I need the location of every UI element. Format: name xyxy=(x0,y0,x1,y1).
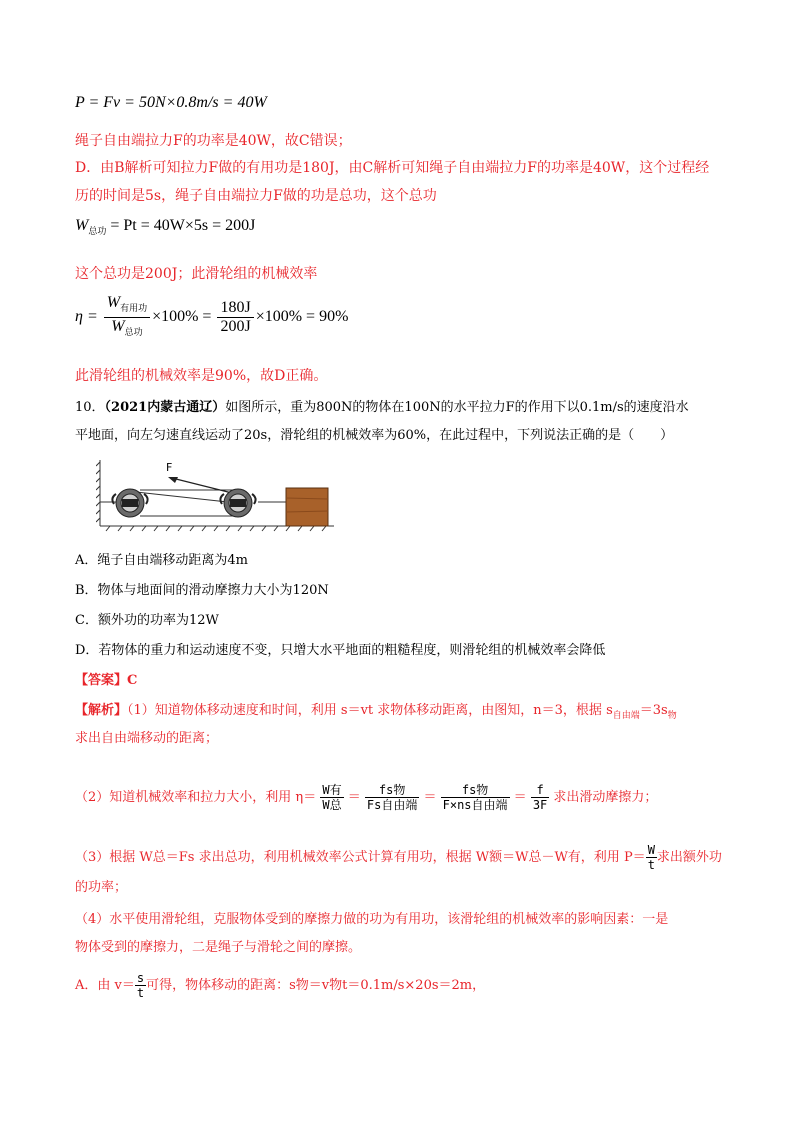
fraction-f-3f: $\frac{f}{3F}$ xyxy=(532,783,548,812)
option-a: A．绳子自由端移动距离为4m xyxy=(75,553,248,568)
fraction-w-t: $\frac{W}{t}$ xyxy=(647,843,655,872)
analysis-2: （2）知道机械效率和拉力大小，利用 η＝ $\frac{\text{W有}}{\text{W总}}$ ＝ $\frac{\text{fs物}}{\text{Fs自由端}}$ ＝ $\frac{\text{fs物}}{\text{F×ns自由端}}$ ＝ $\frac{f}{3F}$ 求出滑动摩擦力； xyxy=(75,783,658,812)
total-work-equation: $W_{总功} = Pt = 40W\times 5s = 200J$ xyxy=(75,217,256,236)
analysis-3-line2: 的功率； xyxy=(75,880,128,895)
efficiency-fraction-2: $\frac{180J}{200J}$ xyxy=(217,299,253,336)
fraction-fns-ratio: $\frac{\text{fs物}}{\text{F×ns自由端}}$ xyxy=(442,783,508,812)
wooden-block xyxy=(286,488,328,526)
analysis-4-line2: 物体受到的摩擦力，二是绳子与滑轮之间的摩擦。 xyxy=(75,940,362,955)
fraction-s-t: $\frac{s}{t}$ xyxy=(136,971,145,1000)
question-10-line1: 10．（2021内蒙古通辽）如图所示，重为800N的物体在100N的水平拉力F的作用下以0.1m/s的速度沿水 xyxy=(75,400,689,415)
question-10-line2: 平地面，向左匀速直线运动了20s，滑轮组的机械效率为60%，在此过程中，下列说法正确的是（ ） xyxy=(75,428,674,443)
option-b: B．物体与地面间的滑动摩擦力大小为120N xyxy=(75,583,329,598)
d-analysis-line2: 历的时间是5s，绳子自由端拉力F做的功是总功，这个总功 xyxy=(75,188,437,204)
right-pulley xyxy=(220,489,255,517)
d-analysis-line1: D．由B解析可知拉力F做的有用功是180J，由C解析可知绳子自由端拉力F的功率是40W，这个过程经 xyxy=(75,160,710,176)
efficiency-equation: η = $\frac{W_{有用功}}{W_{总功}}$ ×100% = $\frac{180J}{200J}$ ×100% = 90% xyxy=(75,294,348,341)
analysis-1-line2: 求出自由端移动的距离； xyxy=(75,731,219,746)
analysis-3-line1: （3）根据 W总＝Fs 求出总功，利用机械效率公式计算有用功，根据 W额＝W总－W有，利用 P＝ $\frac{W}{t}$ 求出额外功 xyxy=(75,843,722,872)
analysis-1-line1: 【解析】（1）知道物体移动速度和时间，利用 s＝vt 求物体移动距离，由图知，n＝3，根据 $s_{自由端}=3s_物$ xyxy=(75,703,677,721)
c-conclusion: 绳子自由端拉力F的功率是40W，故C错误； xyxy=(75,133,352,149)
option-c: C．额外功的功率为12W xyxy=(75,613,219,628)
wall xyxy=(96,460,100,526)
fraction-fs-ratio: $\frac{\text{fs物}}{\text{Fs自由端}}$ xyxy=(366,783,418,812)
ground xyxy=(100,526,334,531)
force-arrowhead xyxy=(168,477,178,483)
analysis-4-line1: （4）水平使用滑轮组，克服物体受到的摩擦力做的功为有用功，该滑轮组的机械效率的影响因素：一是 xyxy=(75,912,669,927)
force-label: F xyxy=(166,461,173,474)
solution-a: A．由 v＝ $\frac{s}{t}$ 可得，物体移动的距离：s物＝v物t＝0.1m/s×20s＝2m， xyxy=(75,971,486,1000)
power-equation: P = Fv = 50N×0.8m/s = 40W xyxy=(75,94,267,111)
option-d: D．若物体的重力和运动速度不变，只增大水平地面的粗糙程度，则滑轮组的机械效率会降低 xyxy=(75,643,606,658)
pulley-figure xyxy=(96,458,336,533)
efficiency-fraction-1: $\frac{W_{有用功}}{W_{总功}}$ xyxy=(104,294,150,341)
efficiency-conclusion: 此滑轮组的机械效率是90%，故D正确。 xyxy=(75,368,328,384)
answer-line: 【答案】C xyxy=(75,673,138,688)
left-pulley xyxy=(112,489,147,517)
total-work-line: 这个总功是200J；此滑轮组的机械效率 xyxy=(75,266,318,282)
fraction-w-ratio: $\frac{\text{W有}}{\text{W总}}$ xyxy=(322,783,342,812)
